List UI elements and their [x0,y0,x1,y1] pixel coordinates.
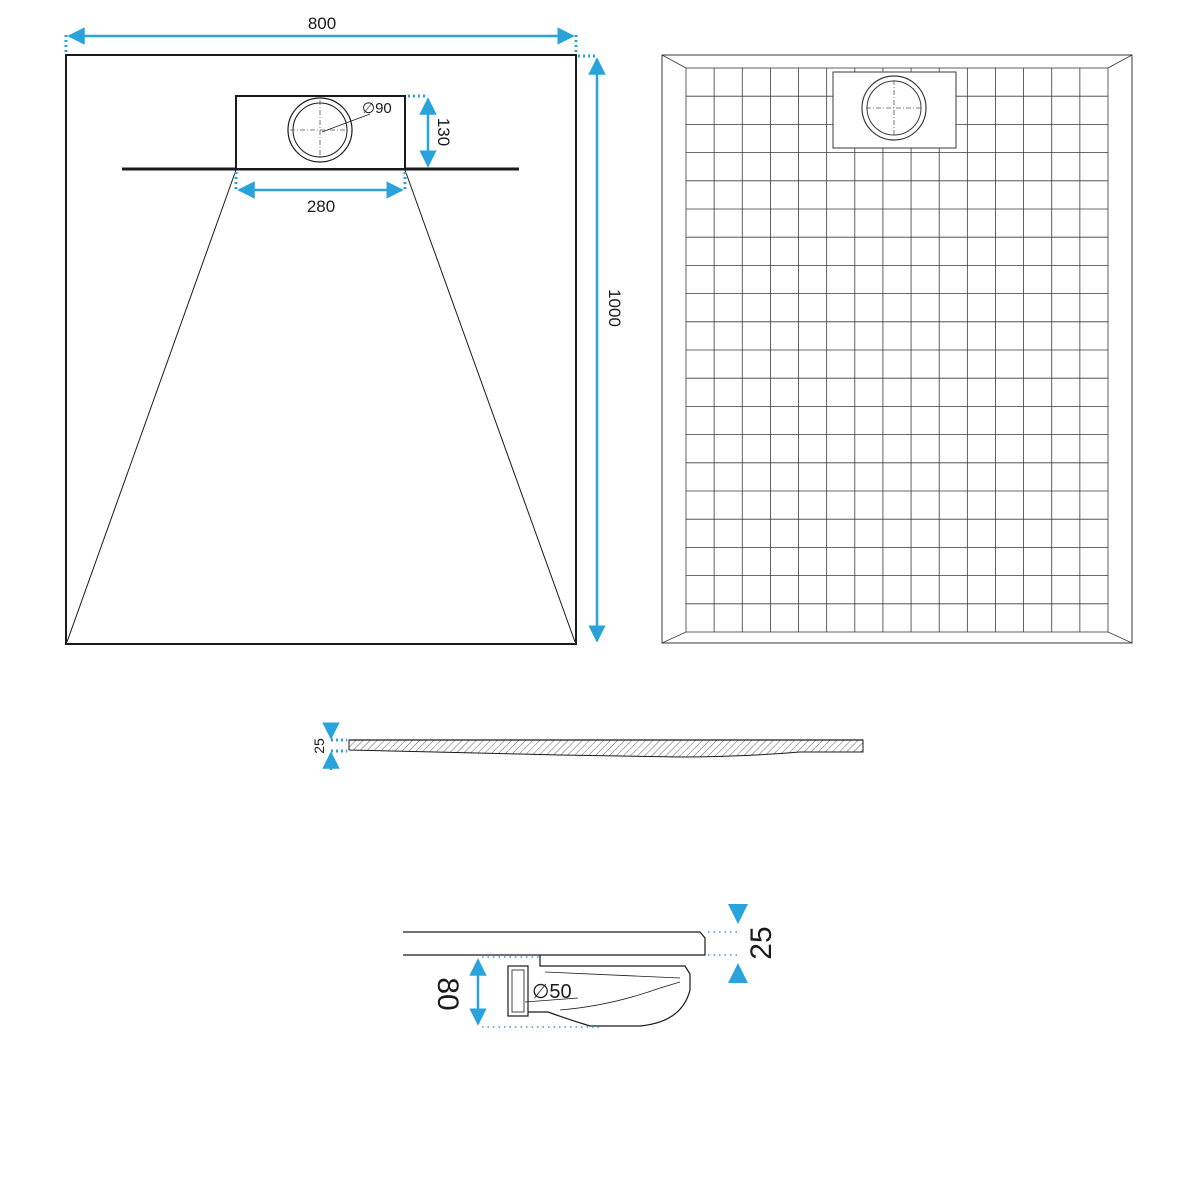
section-thickness-arrow-top [728,904,748,924]
bevel-tl [662,55,686,68]
side-view [311,723,863,770]
bevel-tr [1108,55,1132,68]
section-thickness-label: 25 [745,926,778,960]
section-drain-inner-curve [560,982,680,1010]
slope-line-left [67,170,236,642]
tile-grid [686,68,1108,632]
section-thickness-arrow-bottom [728,963,748,983]
slope-line-right [405,170,575,642]
drain-width-label: 280 [306,197,336,216]
drain-height-label: 80 [431,977,464,1011]
section-tray-slab [403,932,705,955]
section-view [403,904,778,1027]
drain-diameter-label: ∅90 [362,100,392,117]
plan-view [66,14,624,644]
section-drain-inner-line [545,972,680,978]
length-label: 1000 [605,289,624,327]
bevel-br [1108,632,1132,643]
side-profile [349,740,863,757]
depth-label: 130 [434,117,453,147]
bevel-bl [662,632,686,643]
outlet-diameter-label: ∅50 [532,981,572,1003]
textured-plan-view [662,55,1132,643]
side-thickness-label: 25 [311,738,327,754]
width-label: 800 [307,14,337,33]
section-outlet-box [508,966,528,1016]
